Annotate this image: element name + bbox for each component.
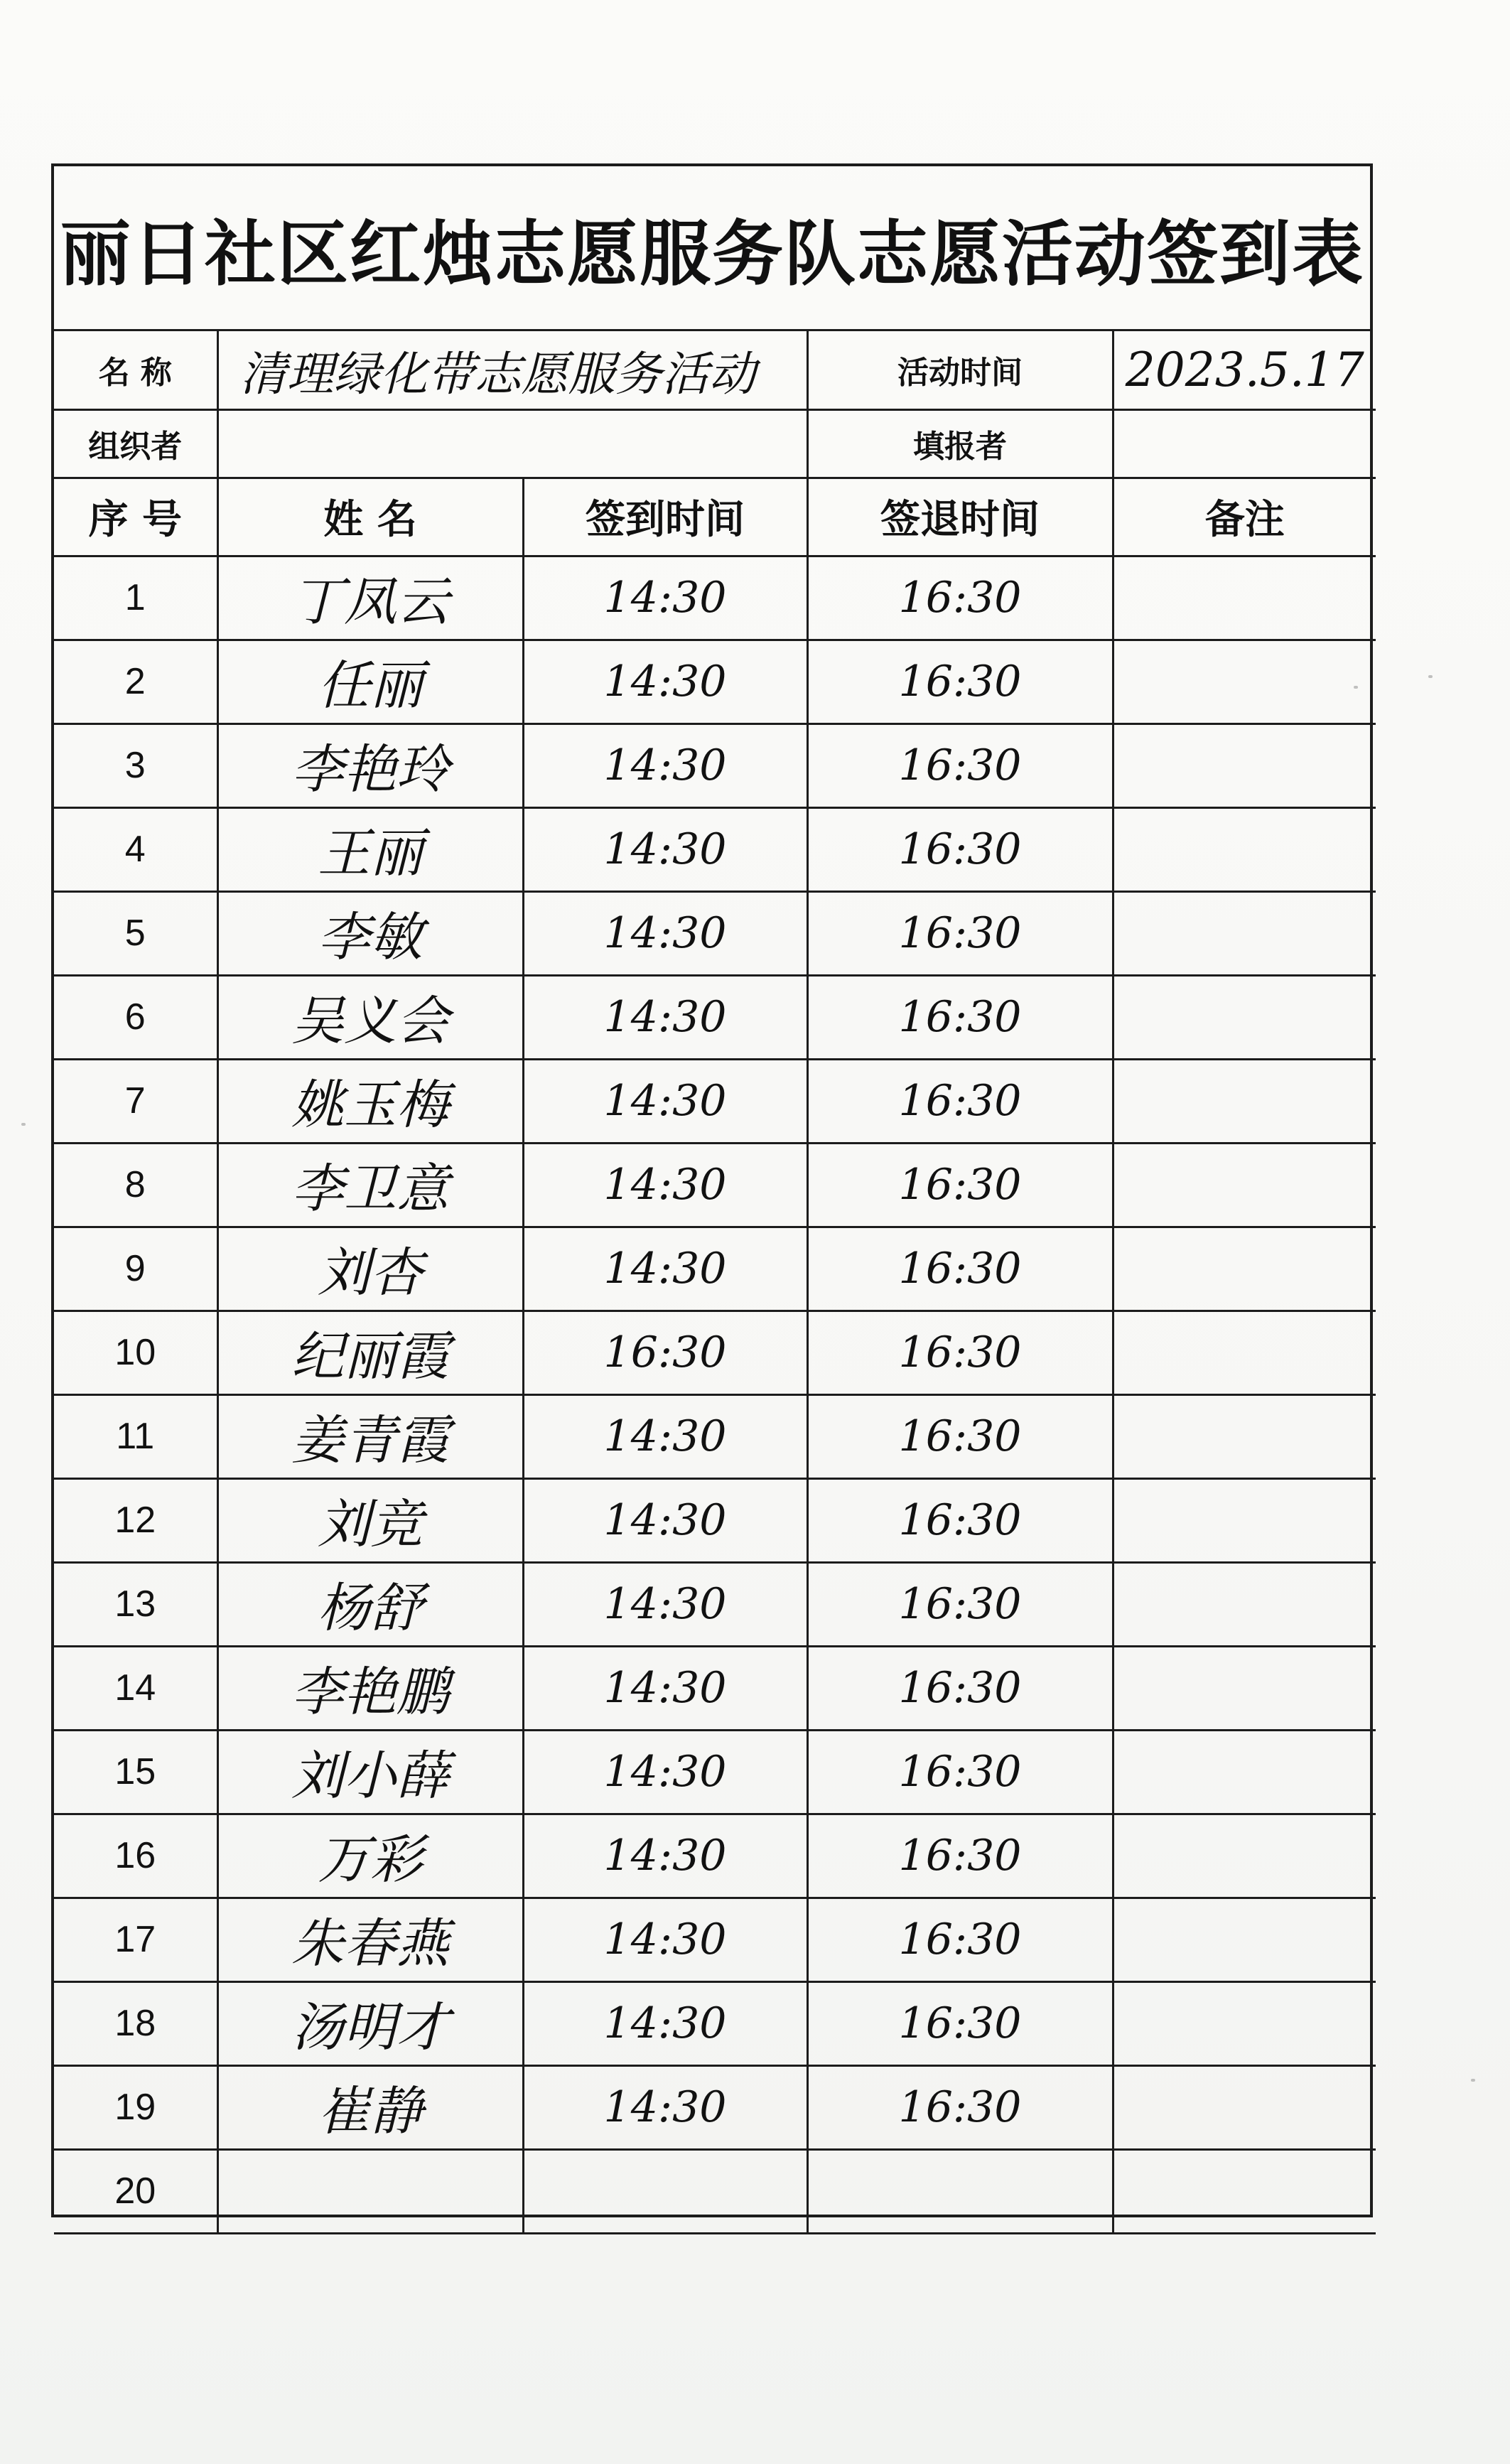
note-cell <box>1113 723 1376 807</box>
participant-name: 万彩 <box>217 1814 523 1898</box>
sign-out-time: 16:30 <box>807 891 1113 975</box>
note-cell <box>1113 1394 1376 1478</box>
col-header-sign-in: 签到时间 <box>523 478 807 556</box>
sign-in-time: 14:30 <box>523 1814 807 1898</box>
col-header-note: 备注 <box>1113 478 1376 556</box>
note-cell <box>1113 1143 1376 1227</box>
note-cell <box>1113 1981 1376 2065</box>
participant-name: 刘杏 <box>217 1227 523 1311</box>
sign-in-time: 14:30 <box>523 723 807 807</box>
organizer-label: 组织者 <box>54 409 217 478</box>
row-number: 13 <box>54 1562 217 1646</box>
participant-name: 丁凤云 <box>217 556 523 640</box>
activity-time-value: 2023.5.17 <box>1113 331 1376 409</box>
note-cell <box>1113 1646 1376 1730</box>
row-number: 10 <box>54 1311 217 1394</box>
filled-by-label: 填报者 <box>807 409 1113 478</box>
table-row <box>54 1646 1376 1730</box>
row-number: 1 <box>54 556 217 640</box>
sign-in-time: 14:30 <box>523 1730 807 1814</box>
sign-in-time: 14:30 <box>523 1227 807 1311</box>
sign-in-time: 14:30 <box>523 1059 807 1143</box>
row-number: 18 <box>54 1981 217 2065</box>
sign-out-time: 16:30 <box>807 1730 1113 1814</box>
sign-in-time: 14:30 <box>523 1143 807 1227</box>
col-header-name: 姓 名 <box>217 478 523 556</box>
table-row <box>54 2065 1376 2149</box>
table-row <box>54 1562 1376 1646</box>
row-number: 14 <box>54 1646 217 1730</box>
table-row <box>54 1311 1376 1394</box>
row-number: 11 <box>54 1394 217 1478</box>
table-row <box>54 1059 1376 1143</box>
note-cell <box>1113 2065 1376 2149</box>
participant-name: 崔静 <box>217 2065 523 2149</box>
row-number: 8 <box>54 1143 217 1227</box>
table-row <box>54 2149 1376 2233</box>
table-row <box>54 1227 1376 1311</box>
table-row <box>54 723 1376 807</box>
sign-in-sheet <box>51 163 1373 2217</box>
sign-out-time: 16:30 <box>807 1143 1113 1227</box>
sign-in-time: 14:30 <box>523 975 807 1059</box>
note-cell <box>1113 1227 1376 1311</box>
sign-in-time: 14:30 <box>523 1898 807 1981</box>
sign-out-time: 16:30 <box>807 1311 1113 1394</box>
sign-out-time: 16:30 <box>807 1478 1113 1562</box>
row-number: 6 <box>54 975 217 1059</box>
row-number: 5 <box>54 891 217 975</box>
row-number: 19 <box>54 2065 217 2149</box>
participant-name: 李卫意 <box>217 1143 523 1227</box>
note-cell <box>1113 891 1376 975</box>
row-number: 17 <box>54 1898 217 1981</box>
sign-in-time <box>523 2149 807 2233</box>
sign-out-time: 16:30 <box>807 1562 1113 1646</box>
sign-out-time: 16:30 <box>807 1394 1113 1478</box>
participant-name: 李艳玲 <box>217 723 523 807</box>
activity-time-label: 活动时间 <box>807 331 1113 409</box>
sign-out-time: 16:30 <box>807 1898 1113 1981</box>
sign-out-time: 16:30 <box>807 1227 1113 1311</box>
activity-name-value: 清理绿化带志愿服务活动 <box>217 331 807 409</box>
table-row <box>54 1814 1376 1898</box>
info-row-organizer <box>54 409 1376 478</box>
sign-out-time: 16:30 <box>807 640 1113 723</box>
participant-name: 刘竞 <box>217 1478 523 1562</box>
note-cell <box>1113 1814 1376 1898</box>
table-row <box>54 1981 1376 2065</box>
filled-by-value <box>1113 409 1376 478</box>
note-cell <box>1113 1898 1376 1981</box>
sign-in-time: 14:30 <box>523 1562 807 1646</box>
participant-name: 刘小薛 <box>217 1730 523 1814</box>
sign-out-time: 16:30 <box>807 1059 1113 1143</box>
sign-in-time: 14:30 <box>523 2065 807 2149</box>
organizer-value <box>217 409 807 478</box>
note-cell <box>1113 556 1376 640</box>
sign-out-time: 16:30 <box>807 723 1113 807</box>
paper-speck <box>21 1123 26 1126</box>
paper-speck <box>1428 675 1433 678</box>
paper-speck <box>1471 2079 1475 2082</box>
participant-name: 任丽 <box>217 640 523 723</box>
note-cell <box>1113 2149 1376 2233</box>
participant-name: 朱春燕 <box>217 1898 523 1981</box>
sign-out-time: 16:30 <box>807 807 1113 891</box>
row-number: 3 <box>54 723 217 807</box>
sign-in-table <box>54 331 1376 2234</box>
table-row <box>54 1478 1376 1562</box>
participant-name: 姚玉梅 <box>217 1059 523 1143</box>
sign-out-time: 16:30 <box>807 975 1113 1059</box>
info-row-name <box>54 331 1376 409</box>
sign-in-time: 16:30 <box>523 1311 807 1394</box>
sign-in-time: 14:30 <box>523 1646 807 1730</box>
row-number: 9 <box>54 1227 217 1311</box>
sign-out-time: 16:30 <box>807 1981 1113 2065</box>
sheet-title: 丽日社区红烛志愿服务队志愿活动签到表 <box>54 166 1370 331</box>
table-row <box>54 1143 1376 1227</box>
col-header-no: 序 号 <box>54 478 217 556</box>
row-number: 2 <box>54 640 217 723</box>
name-label: 名 称 <box>54 331 217 409</box>
participant-name <box>217 2149 523 2233</box>
participant-name: 汤明才 <box>217 1981 523 2065</box>
table-row <box>54 1730 1376 1814</box>
sign-out-time: 16:30 <box>807 1646 1113 1730</box>
participant-name: 姜青霞 <box>217 1394 523 1478</box>
sign-in-time: 14:30 <box>523 891 807 975</box>
sign-out-time: 16:30 <box>807 556 1113 640</box>
participant-name: 纪丽霞 <box>217 1311 523 1394</box>
sign-in-time: 14:30 <box>523 1981 807 2065</box>
col-header-sign-out: 签退时间 <box>807 478 1113 556</box>
column-header-row <box>54 478 1376 556</box>
participant-name: 吴义会 <box>217 975 523 1059</box>
sign-in-time: 14:30 <box>523 807 807 891</box>
row-number: 4 <box>54 807 217 891</box>
row-number: 20 <box>54 2149 217 2233</box>
table-row <box>54 975 1376 1059</box>
row-number: 7 <box>54 1059 217 1143</box>
row-number: 15 <box>54 1730 217 1814</box>
note-cell <box>1113 1562 1376 1646</box>
table-row <box>54 640 1376 723</box>
sign-in-time: 14:30 <box>523 640 807 723</box>
participant-name: 李敏 <box>217 891 523 975</box>
note-cell <box>1113 1059 1376 1143</box>
participant-name: 李艳鹏 <box>217 1646 523 1730</box>
note-cell <box>1113 640 1376 723</box>
row-number: 16 <box>54 1814 217 1898</box>
table-row <box>54 807 1376 891</box>
participant-name: 王丽 <box>217 807 523 891</box>
note-cell <box>1113 1478 1376 1562</box>
sign-out-time: 16:30 <box>807 2065 1113 2149</box>
note-cell <box>1113 807 1376 891</box>
table-row <box>54 1394 1376 1478</box>
note-cell <box>1113 1311 1376 1394</box>
sign-in-time: 14:30 <box>523 1478 807 1562</box>
sign-out-time: 16:30 <box>807 1814 1113 1898</box>
sign-in-time: 14:30 <box>523 1394 807 1478</box>
table-row <box>54 891 1376 975</box>
table-row <box>54 1898 1376 1981</box>
row-number: 12 <box>54 1478 217 1562</box>
sign-out-time <box>807 2149 1113 2233</box>
table-row <box>54 556 1376 640</box>
note-cell <box>1113 1730 1376 1814</box>
participant-name: 杨舒 <box>217 1562 523 1646</box>
note-cell <box>1113 975 1376 1059</box>
sign-in-time: 14:30 <box>523 556 807 640</box>
